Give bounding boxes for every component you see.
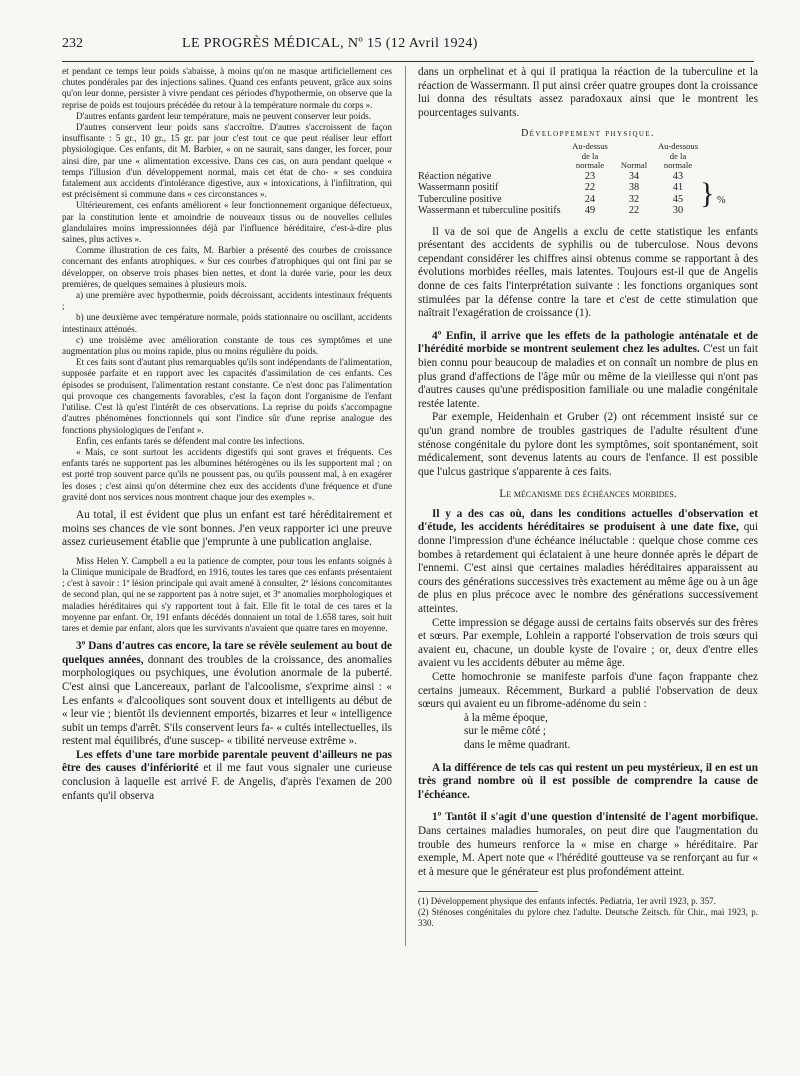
list-item: b) une deuxième avec température normale, poids stationnaire ou oscillant, accidents intestinaux atténués. (62, 312, 392, 334)
paragraph (418, 330, 758, 412)
column-header: Au-dessus de la normale (572, 141, 608, 170)
header-rule (62, 61, 754, 62)
paragraph: Au total, il est évident que plus un enfant est taré héréditairement et moins ses chances de vie sont bonnes. J'en veux rapporter ici une preuve assez curieusement établie que j'emprunte à une publication anglaise. (62, 508, 392, 549)
paragraph-text: Dans certaines maladies humorales, on peut dire que l'augmentation du trouble des humeurs renforce la « mise en charge » héréditaire. Par exemple, M. Apert note que « l'hérédité goutteuse va se renforçant au fur « et à mesure que le générateur est plus profondément atteint. (418, 824, 758, 878)
column-header: Au-dessous de la normale (657, 141, 699, 170)
quote-line: à la même époque, (464, 711, 548, 724)
row-label: Tuberculine positive (418, 193, 502, 205)
paragraph: Ultérieurement, ces enfants améliorent « leur fonctionnement organique défectueux, par la constitution lente et amoindrie de nouveaux tissus ou de nouvelles cellules glandulaires moins impressionnées déjà par l'influence héréditaire, c'est-à-dire plus saines, plus actives ». (62, 200, 392, 245)
paragraph (418, 508, 758, 617)
paragraph-text: donnant des troubles de la croissance, des anomalies morphologiques ou psychiques, une évolution anormale de la puberté. C'est ainsi que Lancereaux, parlant de l'alcoolisme, s'exprime ainsi : « Les enfants « d'alcooliques sont souvent doux et intelligents au début de « leur vie ; bientôt ils deviennent emportés, bizarres et leur « intelligence subit un temps d'arrêt. S'ils conservent leurs fa- « cultés intellectuelles, ils restent mal équilibrés, d'une suscep- « tibilité nerveuse extrême ». (62, 653, 392, 748)
paragraph: Cette homochronie se manifeste parfois d'une façon frappante chez certains jumeaux. Récemment, Burkard a publié l'observation de deux sœurs qui avaient eu un fibrome-adénome du sein : (418, 671, 758, 711)
bold-lead: 4º Enfin, il arrive que les effets de la pathologie anténatale et de l'hérédité morbide se montrent seulement chez les adultes. (418, 329, 758, 356)
row-label: Wassermann positif (418, 182, 499, 194)
bold-lead: 1º Tantôt il s'agit d'une question d'intensité de l'agent morbifique. (432, 811, 758, 824)
row-label: Réaction négative (418, 170, 492, 182)
bold-lead: Les effets d'une tare morbide parentale peuvent d'ailleurs ne pas être des causes d'infériorité (62, 748, 392, 775)
paragraph: Et ces faits sont d'autant plus remarquables qu'ils sont indépendants de l'alimentation, supposée parfaite et en rapport avec les capacités d'assimilation de ces enfants. Ces épisodes se produisent, l'alimentation restant constante. Ce n'est donc pas l'alimentation qui provoque ces changements favorables, c'est la façon dont l'organisme de l'enfant l'utilise. C'est là qu'est l'intérêt de ces observations. La reprise du poids s'accompagne d'autres phénomènes fonctionnels qui sont l'indice sûr d'une reprise analogue des fonctions physiologiques de l'enfant ». (62, 357, 392, 435)
table-row (418, 171, 753, 182)
table-cell: 43 (672, 170, 684, 182)
column-divider (405, 66, 406, 946)
section-heading: Le mécanisme des échéances morbides. (499, 488, 677, 501)
footnote: (1) Développement physique des enfants infectés. Pediatria, 1er avril 1923, p. 357. (418, 896, 716, 907)
paragraph: Miss Helen Y. Campbell a eu la patience de compter, pour tous les enfants soignés à la Clinique municipale de Bradford, en 1916, toutes les tares que ces enfants présentaient ; c'est à savoir : 1º lésion principale qui avait amené à consulter, 2º lésions concomitantes de second plan, qui ne se rapportent pas à notre sujet, et 3º anomalies morphologiques et maladies héréditaires qui s'y rapportent tout à fait. Elle fit le total de ces tares et la moyenne par enfant. Or, 191 enfants décédés donnaient un total de 1.658 tares, soit huit tares et demie par enfant, alors que les survivants n'avaient que quatre tares en moyenne. (62, 555, 392, 633)
list-item: c) une troisième avec amélioration constante de tous ces symptômes et une augmentation plus ou moins rapide, plus ou moins régulière du poids. (62, 334, 392, 357)
paragraph: D'autres enfants gardent leur température, mais ne peuvent conserver leur poids. (76, 110, 372, 121)
row-label: Wassermann et tuberculine positifs (418, 205, 561, 217)
table-cell: 30 (672, 205, 684, 217)
quote-block (418, 712, 758, 753)
table-cell: 22 (628, 205, 640, 217)
paragraph: Cette impression se dégage aussi de certains faits observés sur des frères et sœurs. Par exemple, Lohlein a rapporté l'observation de trois sœurs qui avaient eu, chacune, un double kyste de l'ovaire ; or, deux d'entre elles avaient vu les accidents débuter au même âge. (418, 616, 758, 670)
paragraph: Enfin, ces enfants tarés se défendent mal contre les infections. (76, 435, 305, 446)
table-cell: 24 (584, 193, 596, 205)
paragraph: D'autres conservent leur poids sans s'accroître. D'autres s'accroissent de façon insuffisante : 5 gr., 10 gr., 15 gr. par jour c'est tout ce que peut réaliser leur effort physiologique. Ces enfants, dit M. Barbier, « on ne saurait, sans danger, les forcer, pour ainsi dire, par une « alimentation excessive. Dans ces cas, on aura pendant quelque « temps l'illusion d'un développement normal, mais cet état de cho- « ses conduira fatalement aux accidents d'intolérance digestive, aux « intoxications, à l'infiltration, qui est précisément si commune dans « ces circonstances ». (62, 122, 392, 200)
percent-sign: % (716, 194, 726, 206)
table-cell: 45 (672, 193, 684, 205)
quote-line: sur le même côté ; (464, 725, 547, 738)
quote-line: dans le même quadrant. (464, 738, 571, 751)
paragraph-text: C'est un fait bien connu pour beaucoup de maladies et on connaît un nombre de plus en plus grand d'affections de l'âge mûr ou même de la vieillesse qui n'ont pas d'autres causes qu'une prédisposition familiale ou une maladie congénitale restée latente. (418, 343, 758, 410)
table-cell: 23 (584, 170, 596, 182)
list-item: a) une première avec hypothermie, poids décroissant, accidents intestinaux fréquents ; (62, 290, 392, 312)
table-cell: 41 (672, 182, 684, 194)
paragraph-text: qui donne l'impression d'une échéance inéluctable : quelque chose comme ces bombes à retardement qui éclataient à une heure donnée après le départ de l'ennemi. C'est ainsi que certaines maladies héréditaires apparaissent au cours des générations successives très exactement au même âge ou à un âge de plus en plus précoce avec le nombre des générations successivement atteintes. (418, 521, 759, 616)
page-number: 232 (62, 36, 83, 51)
running-header (62, 34, 754, 56)
table-cell: 49 (584, 205, 596, 217)
right-column (418, 66, 758, 929)
development-table (418, 141, 753, 216)
brace-percent: } % (700, 176, 726, 210)
table-cell: 32 (628, 193, 640, 205)
paragraph: A la différence de tels cas qui restent un peu mystérieux, il en est un très grand nombre où il est possible de comprendre la cause de l'échéance. (418, 761, 758, 801)
running-head: LE PROGRÈS MÉDICAL, Nº 15 (12 Avril 1924) (182, 36, 478, 51)
footnote-rule (418, 891, 538, 892)
paragraph (418, 811, 758, 879)
paragraph-text: et il me faut vous signaler une curieuse conclusion à laquelle est arrivé F. de Angelis, d'après l'examen de 200 enfants qu'il observa (62, 762, 392, 802)
paragraph: et pendant ce temps leur poids s'abaisse, à moins qu'on ne masque artificiellement ces chutes pondérales par des injections salines. Quand ces enfants peuvent, grâce aux soins qu'on leur donne, persister à vivre pendant ces périodes d'hypothermie, on observe que la reprise de poids est toujours précédée du retour à la température normale du corps ». (62, 66, 392, 110)
paragraph: dans un orphelinat et à qui il pratiqua la réaction de la tuberculine et la réaction de Wassermann. Il put ainsi créer quatre groupes dont la croissance lui donna des résultats assez paradoxaux ainsi que le montrent les pourcentages suivants. (418, 66, 758, 119)
table-cell: 22 (584, 182, 596, 194)
paragraph: Comme illustration de ces faits, M. Barbier a présenté des courbes de croissance concernant des enfants atrophiques. « Sur ces courbes d'atrophiques qui ont fini par se développer, on observe trois phases bien nettes, et dont la durée varie, pour les deux premières, de quelques semaines à plusieurs mois. (62, 245, 392, 289)
paragraph: Il va de soi que de Angelis a exclu de cette statistique les enfants présentant des accidents de syphilis ou de tuberculose. Nous devons cependant considérer les chiffres ainsi obtenus comme se rapportant à des évolutions morbides réelles, mais latentes. Toujours est-il que de Angelis donne de ces faits l'interprétation suivante : les fonctions organiques sont stimulées par la défense contre la tare et c'est de cette stimulation que naîtrait l'exagération de croissance (1). (418, 225, 758, 320)
left-column (62, 66, 392, 803)
paragraph: Par exemple, Heidenhain et Gruber (2) ont récemment insisté sur ce qu'un grand nombre de troubles gastriques de l'adulte résultent d'une sténose congénitale du pylore dont les symptômes, soit spontanément, soit médicalement, sont devenus latents au cours de l'enfance. Il est possible que l'ulcus gastrique s'apparente à ces faits. (418, 411, 758, 478)
paragraph (62, 749, 392, 803)
bold-lead: 3º Dans d'autres cas encore, la tare se révèle seulement au bout de quelques années, (62, 640, 392, 666)
footnote: (2) Sténoses congénitales du pylore chez l'adulte. Deutsche Zeitsch. für Chir., mai 1923, p. 330. (418, 907, 758, 929)
table-title: Développement physique. (521, 128, 655, 140)
paragraph (62, 640, 392, 749)
bold-lead: Il y a des cas où, dans les conditions actuelles d'observation et d'étude, les accidents héréditaires se produisent à une date fixe, (418, 507, 758, 534)
paragraph: « Mais, ce sont surtout les accidents digestifs qui sont graves et fréquents. Ces enfants tarés ne supportent pas les albumines hétérogènes ou ils les supportent mal ; on est porté trop souvent parce qu'ils ne poussent pas, ou qu'ils poussent mal, à en exagérer les doses ; c'est ainsi qu'on détermine chez eux des accidents d'une fréquence et d'une gravité dont nos services nous montrent chaque jour des exemples ». (62, 446, 392, 502)
table-cell: 34 (628, 170, 640, 182)
column-header: Normal (620, 159, 648, 170)
table-cell: 38 (628, 182, 640, 194)
